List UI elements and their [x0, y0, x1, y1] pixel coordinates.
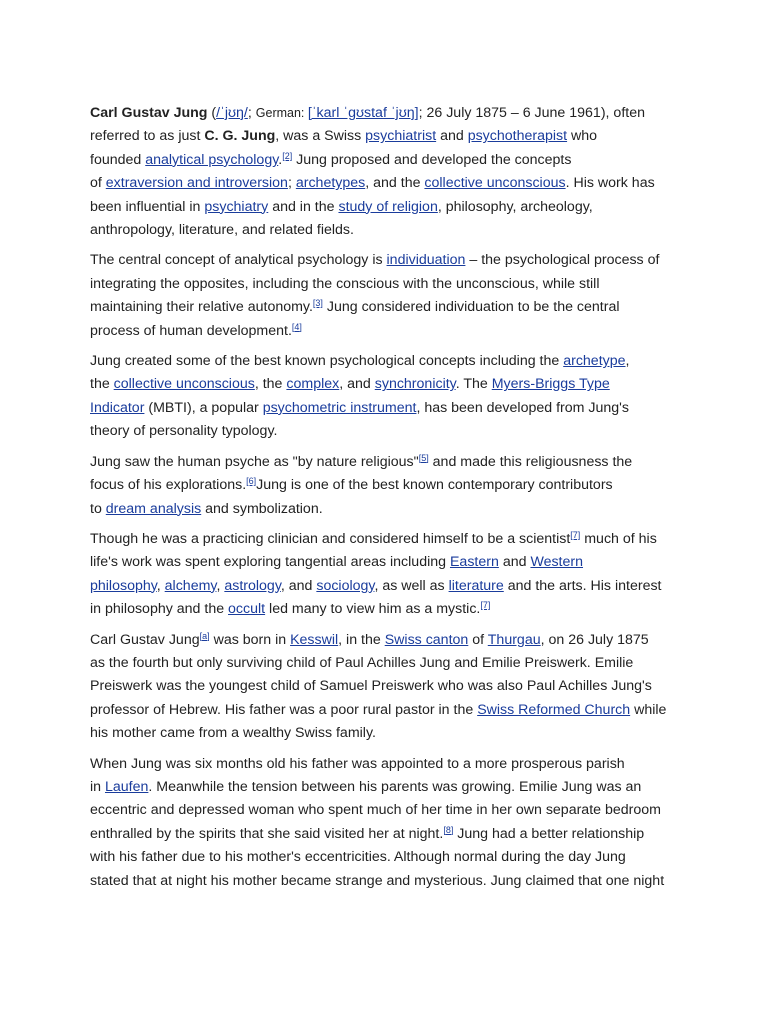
- text-run: and: [436, 128, 468, 145]
- text-run: ;: [287, 175, 296, 192]
- text-run: Jung created some of the best known psychological concepts including the: [90, 353, 564, 370]
- text-run: with his father due to his mother's eccentricities. Although normal during the day Jung: [90, 849, 626, 866]
- citation: [200, 631, 210, 641]
- text-run: , has been developed from Jung's: [416, 399, 629, 416]
- article-body: [90, 102, 690, 900]
- article-link[interactable]: Myers-Briggs Type: [491, 376, 610, 393]
- article-link[interactable]: philosophy: [90, 577, 157, 594]
- text-run: Though he was a practicing clinician and considered himself to be a scientist: [90, 530, 571, 547]
- text-run: – the psychological process of: [465, 252, 660, 269]
- text-run: Jung is one of the best known contemporary contributors: [256, 477, 613, 494]
- article-link[interactable]: Laufen: [104, 778, 149, 795]
- text-run: Jung considered individuation to be the central: [322, 299, 620, 316]
- citation: [443, 825, 453, 835]
- text-run: Preiswerk was the youngest child of Samuel Preiswerk who was also Paul Achilles Jung's: [90, 678, 652, 695]
- citation: [246, 476, 256, 486]
- text-run: Jung saw the human psyche as "by nature religious": [90, 453, 419, 470]
- article-link[interactable]: study of religion: [338, 198, 438, 215]
- citation-link[interactable]: [8]: [443, 824, 454, 835]
- citation-link[interactable]: [a]: [199, 630, 210, 641]
- text-run: The central concept of analytical psychology is: [90, 252, 387, 269]
- text-run: of: [90, 175, 106, 192]
- article-link[interactable]: extraversion and introversion: [105, 175, 288, 192]
- article-link[interactable]: literature: [448, 577, 504, 594]
- article-link[interactable]: archetype: [563, 353, 626, 370]
- text-run: was born in: [209, 631, 291, 648]
- text-run: Carl Gustav Jung: [90, 631, 200, 648]
- text-run: enthralled by the spirits that she said visited her at night.: [90, 825, 444, 842]
- citation: [480, 600, 490, 610]
- text-run: stated that at night his mother became strange and mysterious. Jung claimed that one night: [90, 872, 665, 889]
- article-link[interactable]: Swiss canton: [384, 631, 469, 648]
- text-run: , the: [254, 376, 287, 393]
- text-run: his mother came from a wealthy Swiss family.: [90, 725, 376, 742]
- text-run: maintaining their relative autonomy.: [90, 299, 313, 316]
- text-run: eccentric and depressed woman who spent much of her time in her own separate bedroom: [90, 802, 661, 819]
- article-link[interactable]: dream analysis: [105, 500, 202, 517]
- text-run: . Meanwhile the tension between his parents was growing. Emilie Jung was an: [148, 778, 642, 795]
- text-run: . His work has: [565, 175, 655, 192]
- article-link[interactable]: analytical psychology: [145, 151, 279, 168]
- article-link[interactable]: complex: [286, 376, 340, 393]
- text-run: in philosophy and the: [90, 601, 229, 618]
- text-run: and: [498, 554, 531, 571]
- paragraph: [90, 102, 690, 242]
- bold-term: C. G. Jung: [204, 128, 276, 145]
- paragraph: [90, 249, 690, 343]
- article-link[interactable]: Thurgau: [487, 631, 541, 648]
- citation-link[interactable]: [6]: [246, 476, 257, 487]
- text-run: , on 26 July 1875: [540, 631, 649, 648]
- text-run: and made this religiousness the: [428, 453, 633, 470]
- text-run: been influential in: [90, 198, 205, 215]
- article-link[interactable]: Eastern: [449, 554, 499, 571]
- paragraph: [90, 451, 690, 521]
- text-run: integrating the opposites, including the conscious with the unconscious, while still: [90, 275, 600, 292]
- text-run: the: [90, 376, 114, 393]
- citation-link[interactable]: [2]: [282, 150, 293, 161]
- article-link[interactable]: Western: [530, 554, 584, 571]
- citation-link[interactable]: [5]: [418, 452, 429, 463]
- paragraph: [90, 629, 690, 746]
- text-run: ,: [156, 577, 165, 594]
- text-run: , was a Swiss: [275, 128, 366, 145]
- citation: [419, 453, 429, 463]
- article-link[interactable]: Kesswil: [290, 631, 339, 648]
- text-run: Jung proposed and developed the concepts: [292, 151, 572, 168]
- text-run: professor of Hebrew. His father was a poor rural pastor in the: [90, 701, 478, 718]
- text-run: who: [567, 128, 598, 145]
- text-run: , as well as: [374, 577, 449, 594]
- article-link[interactable]: /ˈjʊŋ/: [216, 105, 248, 121]
- citation: [292, 322, 302, 332]
- text-run: referred to as just: [90, 128, 205, 145]
- text-run: founded: [90, 151, 146, 168]
- paragraph: [90, 753, 690, 893]
- text-run: ,: [625, 353, 630, 370]
- article-link[interactable]: synchronicity: [374, 376, 456, 393]
- citation-link[interactable]: [3]: [312, 298, 323, 309]
- article-link[interactable]: sociology: [316, 577, 375, 594]
- text-run: and the arts. His interest: [503, 577, 662, 594]
- text-run: as the fourth but only surviving child of Paul Achilles Jung and Emilie Preiswerk. Emilie: [90, 654, 634, 671]
- text-run: German:: [255, 106, 308, 120]
- citation-link[interactable]: [7]: [480, 600, 491, 611]
- article-link[interactable]: psychotherapist: [467, 128, 568, 145]
- citation: [570, 530, 580, 540]
- citation-link[interactable]: [4]: [291, 321, 302, 332]
- text-run: ,: [216, 577, 225, 594]
- article-link[interactable]: occult: [228, 601, 266, 618]
- bold-term: Carl Gustav Jung: [90, 105, 208, 121]
- text-run: , and the: [365, 175, 425, 192]
- text-run: (MBTI), a popular: [144, 399, 263, 416]
- text-run: in: [90, 778, 105, 795]
- text-run: and symbolization.: [201, 500, 323, 517]
- paragraph: [90, 350, 690, 444]
- article-link[interactable]: archetypes: [295, 175, 366, 192]
- text-run: , philosophy, archeology,: [437, 198, 593, 215]
- text-run: . The: [455, 376, 492, 393]
- text-run: , and: [280, 577, 317, 594]
- text-run: anthropology, literature, and related fields.: [90, 222, 354, 239]
- paragraph: [90, 528, 690, 622]
- article-link[interactable]: psychiatrist: [365, 128, 437, 145]
- citation: [282, 151, 292, 161]
- article-link[interactable]: individuation: [386, 252, 466, 269]
- text-run: ; 26 July 1875 – 6 June 1961), often: [418, 105, 645, 121]
- text-run: , in the: [338, 631, 385, 648]
- article-link[interactable]: Swiss Reformed Church: [477, 701, 631, 718]
- text-run: life's work was spent exploring tangential areas including: [90, 554, 450, 571]
- text-run: ;: [247, 105, 256, 121]
- text-run: focus of his explorations.: [90, 477, 247, 494]
- text-run: Jung had a better relationship: [453, 825, 645, 842]
- text-run: .: [278, 151, 283, 168]
- text-run: much of his: [580, 530, 657, 547]
- article-link[interactable]: collective unconscious: [424, 175, 566, 192]
- text-run: led many to view him as a mystic.: [265, 601, 481, 618]
- text-run: (: [207, 105, 217, 121]
- text-run: to: [90, 500, 106, 517]
- text-run: of: [468, 631, 488, 648]
- text-run: , and: [339, 376, 375, 393]
- article-link[interactable]: astrology: [224, 577, 281, 594]
- text-run: process of human development.: [90, 322, 292, 339]
- article-link[interactable]: [ˈkarl ˈɡʊstaf ˈjʊŋ]: [307, 105, 419, 121]
- text-run: and in the: [268, 198, 339, 215]
- article-link[interactable]: alchemy: [164, 577, 217, 594]
- citation: [313, 298, 323, 308]
- article-link[interactable]: collective unconscious: [113, 376, 255, 393]
- text-run: When Jung was six months old his father was appointed to a more prosperous parish: [90, 755, 625, 772]
- article-link[interactable]: psychiatry: [204, 198, 269, 215]
- article-link[interactable]: Indicator: [90, 399, 145, 416]
- text-run: while: [630, 701, 667, 718]
- text-run: theory of personality typology.: [90, 423, 278, 440]
- citation-link[interactable]: [7]: [570, 529, 581, 540]
- article-link[interactable]: psychometric instrument: [262, 399, 417, 416]
